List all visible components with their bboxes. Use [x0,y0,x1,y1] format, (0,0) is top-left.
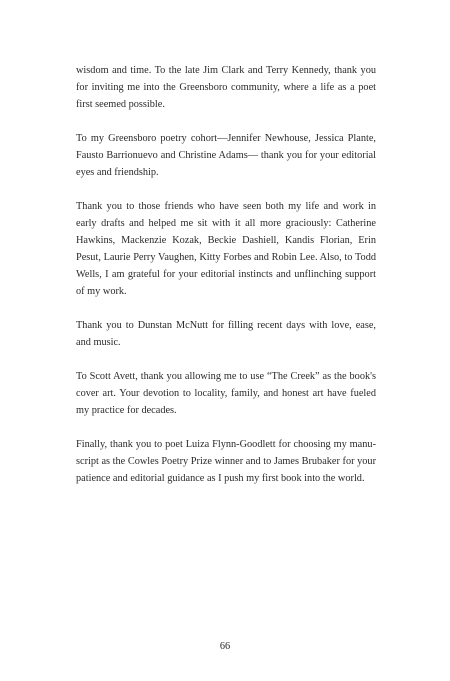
page-number: 66 [219,641,231,652]
paragraph-3: Thank you to those friends who have seen both my life and work in early drafts and helped me sit with it all more graciously: Catherine Hawkins, Mackenzie Kozak, Beckie Dashiell, Kandis Florian, Erin Pesut, Laurie Perry Vaughen, Kitty Forbes and Robin Lee. Also, to Todd Wells, I am grateful for your editorial instincts and unflinching support of my work. [76,201,376,297]
paragraph-6: Finally, thank you to poet Luiza Flynn-Goodlett for choosing my manuscript as the Cowles Poetry Prize winner and to James Brubaker for your patience and editorial guidance as I push my first book into the world. [76,439,376,484]
paragraph-4: Thank you to Dunstan McNutt for filling recent days with love, ease, and music. [76,320,376,348]
acknowledgments-text [76,62,376,504]
paragraph-5: To Scott Avett, thank you allowing me to use “The Creek” as the book's cover art. Your devotion to locality, family, and honest art have fueled my practice for decades. [76,371,376,416]
paragraph-1: wisdom and time. To the late Jim Clark and Terry Kennedy, thank you for inviting me into the Greensboro community, where a life as a poet first seemed possible. [76,65,376,110]
paragraph-2: To my Greensboro poetry cohort—Jennifer Newhouse, Jessica Plante, Fausto Barrionuevo and Christine Adams— thank you for your editorial eyes and friendship. [76,133,376,178]
